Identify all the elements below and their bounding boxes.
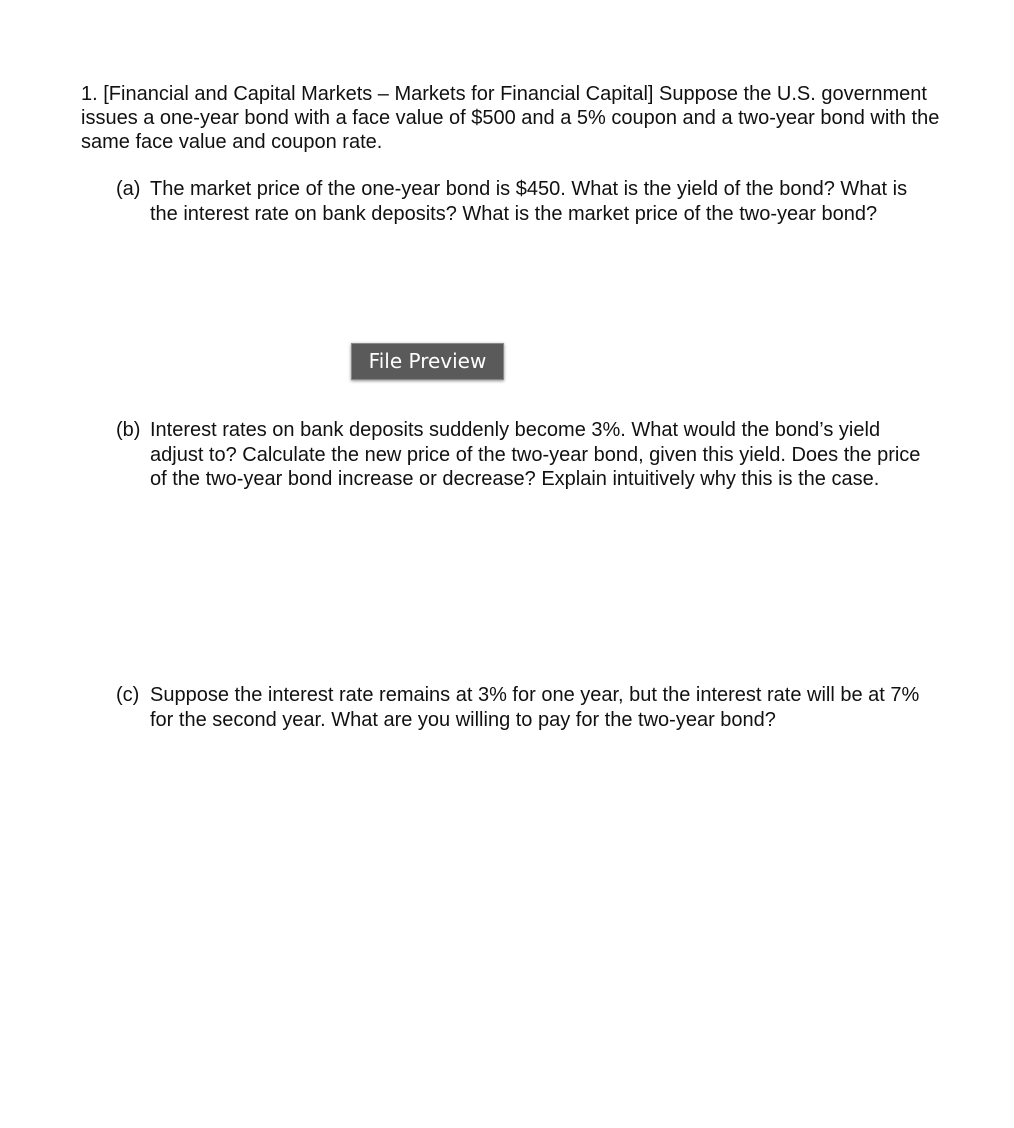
part-b-text: Interest rates on bank deposits suddenly become 3%. What would the bond’s yield adjust to? Calculate the new price of the two-year bond, given this yield. Does the price of the two-year bond increase or decrease? Explain intuitively why this is the case. xyxy=(150,419,921,490)
part-a-label: (a) xyxy=(116,178,141,200)
file-preview-button[interactable]: File Preview xyxy=(351,343,504,380)
part-c xyxy=(116,683,936,732)
question-stem: 1. [Financial and Capital Markets – Markets for Financial Capital] Suppose the U.S. government issues a one-year bond with a face value of $500 and a 5% coupon and a two-year bond with the same face value and coupon rate. xyxy=(81,83,940,153)
part-c-text: Suppose the interest rate remains at 3% for one year, but the interest rate will be at 7% for the second year. What are you willing to pay for the two-year bond? xyxy=(150,684,920,731)
part-b xyxy=(116,418,936,492)
part-c-label: (c) xyxy=(116,684,140,706)
part-a-text: The market price of the one-year bond is $450. What is the yield of the bond? What is the interest rate on bank deposits? What is the market price of the two-year bond? xyxy=(150,178,908,225)
part-b-label: (b) xyxy=(116,419,141,441)
part-a xyxy=(116,177,936,226)
